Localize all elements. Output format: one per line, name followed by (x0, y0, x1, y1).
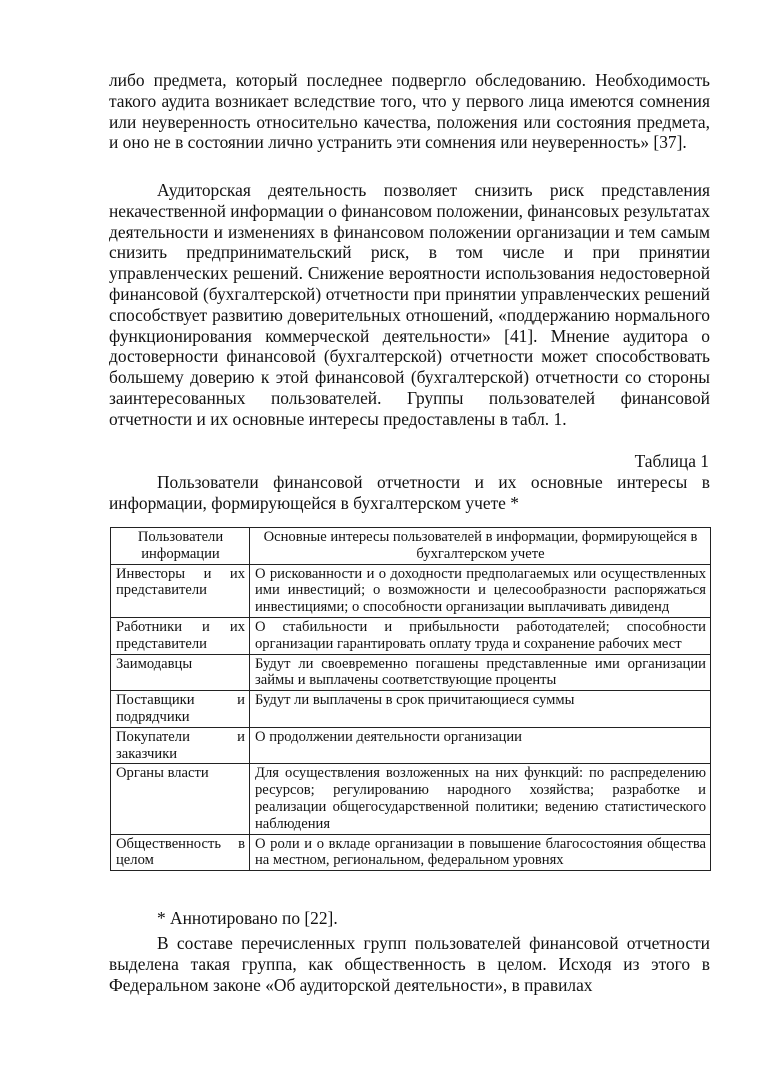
table-row (111, 727, 711, 764)
table-row (111, 617, 711, 654)
header-users: Пользователи информации (111, 528, 250, 565)
table-caption: Пользователи финансовой отчетности и их основные интересы в информации, формирующейся в бухгалтерском учете * (109, 472, 710, 513)
cell-user: Общественность в целом (111, 834, 250, 871)
users-interests-table (110, 527, 711, 871)
cell-interest: О продолжении деятельности организации (250, 727, 711, 764)
table-row (111, 691, 711, 728)
paragraph-2: Аудиторская деятельность позволяет снизить риск представления некачественной информации о финансовом положении, финансовых результатах деятельности и изменениях в финансовом положении организации и тем самым снизить предпринимательский риск, в том числе и при принятии управленческих решений. Снижение вероятности использования недостоверной финансовой (бухгалтерской) отчетности при принятии управленческих решений способствует развитию доверительных отношений, «поддержанию нормального функционирования коммерческой деятельности» [41]. Мнение аудитора о достоверности финансовой (бухгалтерской) отчетности может способствовать большему доверию к этой финансовой (бухгалтерской) отчетности со стороны заинтересованных пользователей. Группы пользователей финансовой отчетности и их основные интересы предоставлены в табл. 1. (109, 180, 710, 429)
paragraph-3: В составе перечисленных групп пользователей финансовой отчетности выделена такая группа, как общественность в целом. Исходя из этого в Федеральном законе «Об аудиторской деятельности», в правилах (109, 933, 710, 995)
cell-user: Покупатели и заказчики (111, 727, 250, 764)
cell-user: Поставщики и подрядчики (111, 691, 250, 728)
paragraph-1: либо предмета, который последнее подвергло обследованию. Необходимость такого аудита возникает вследствие того, что у первого лица имеются сомнения или неуверенность относительно качества, положения или состояния предмета, и оно не в состоянии лично устранить эти сомнения или неуверенность» [37]. (109, 70, 710, 153)
table-header-row (111, 528, 711, 565)
table-row (111, 764, 711, 834)
cell-interest: Будут ли выплачены в срок причитающиеся суммы (250, 691, 711, 728)
cell-interest: Будут ли своевременно погашены представленные ими организации займы и выплачены соответствующие проценты (250, 654, 711, 691)
header-interests: Основные интересы пользователей в информации, формирующейся в бухгалтерском учете (250, 528, 711, 565)
cell-user: Работники и их представители (111, 617, 250, 654)
cell-interest: Для осуществления возложенных на них функций: по распределению ресурсов; регулированию народного хозяйства; разработке и реализации общегосударственной политики; ведению статистического наблюдения (250, 764, 711, 834)
cell-user: Инвесторы и их представители (111, 564, 250, 617)
cell-interest: О рискованности и о доходности предполагаемых или осуществленных ими инвестиций; о возможности и целесообразности распоряжаться инвестициями; о способности организации выплачивать дивиденд (250, 564, 711, 617)
cell-interest: О роли и о вкладе организации в повышение благосостояния общества на местном, региональном, федеральном уровнях (250, 834, 711, 871)
table-row (111, 564, 711, 617)
table-row (111, 834, 711, 871)
table-note: * Аннотировано по [22]. (157, 908, 338, 928)
cell-user: Органы власти (111, 764, 250, 834)
table-row (111, 654, 711, 691)
cell-user: Заимодавцы (111, 654, 250, 691)
table-number: Таблица 1 (634, 451, 709, 471)
cell-interest: О стабильности и прибыльности работодателей; способности организации гарантировать оплату труда и сохранение рабочих мест (250, 617, 711, 654)
